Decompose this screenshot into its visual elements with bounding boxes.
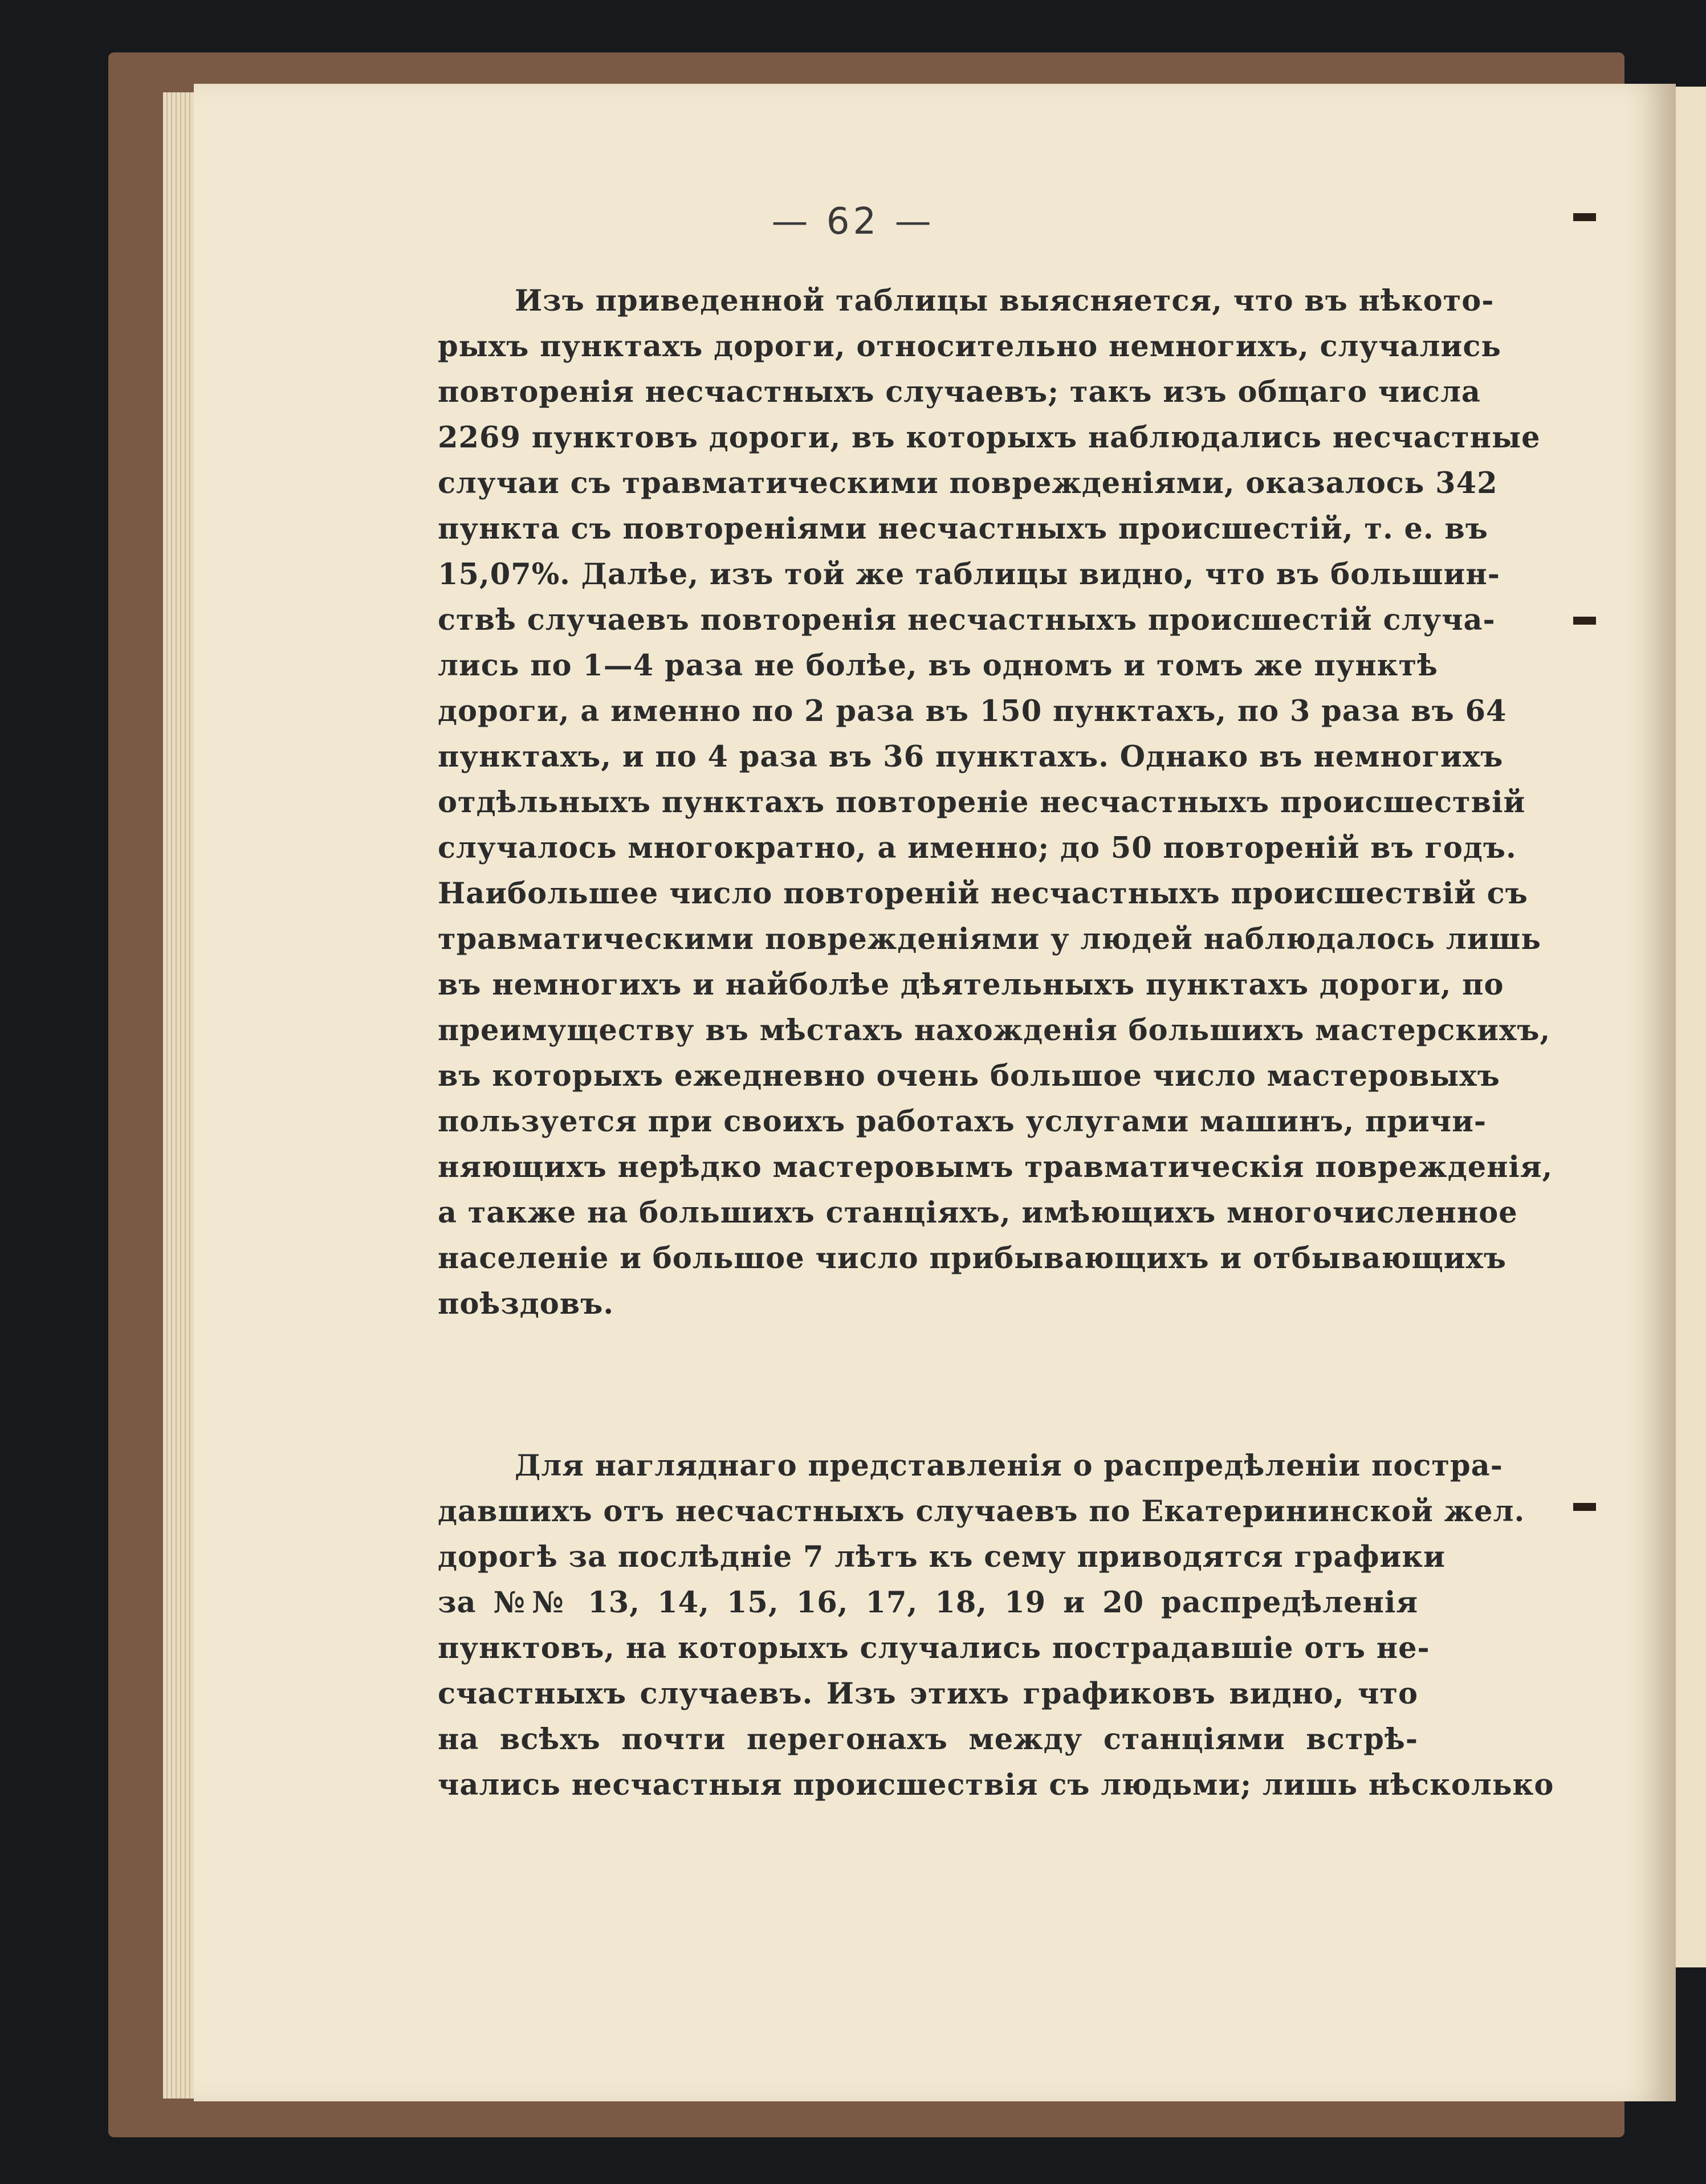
- paragraph-2: [438, 1443, 1554, 1808]
- text-line: лись по 1—4 раза не болѣе, въ одномъ и томъ же пунктѣ: [438, 649, 1438, 683]
- text-line: пунктовъ, на которыхъ случались пострадавшіе отъ не-: [438, 1631, 1430, 1665]
- text-line: а также на большихъ станціяхъ, имѣющихъ многочисленное: [438, 1196, 1518, 1230]
- text-line: повторенія несчастныхъ случаевъ; такъ изъ общаго числа: [438, 375, 1481, 409]
- text-line: преимуществу въ мѣстахъ нахожденія большихъ мастерскихъ,: [438, 1013, 1551, 1048]
- text-line: пользуется при своихъ работахъ услугами машинъ, причи-: [438, 1105, 1487, 1139]
- page-number: — 62 —: [771, 201, 935, 243]
- page-tab-mark: [1573, 617, 1596, 625]
- text-line: Для нагляднаго представленія о распредѣленіи постра-: [515, 1449, 1503, 1483]
- page-tab-mark: [1573, 1503, 1596, 1511]
- text-line: въ немногихъ и найболѣе дѣятельныхъ пунктахъ дороги, по: [438, 968, 1504, 1002]
- text-line: случаи съ травматическими поврежденіями, оказалось 342: [438, 466, 1498, 500]
- text-line: отдѣльныхъ пунктахъ повтореніе несчастныхъ происшествій: [438, 785, 1526, 820]
- text-line: ствѣ случаевъ повторенія несчастныхъ происшестій случа-: [438, 603, 1496, 637]
- text-line: чались несчастныя происшествія съ людьми; лишь нѣсколько: [438, 1768, 1554, 1802]
- text-line: дорогѣ за послѣдніе 7 лѣтъ къ сему приводятся графики: [438, 1540, 1446, 1574]
- text-line: счастныхъ случаевъ. Изъ этихъ графиковъ видно, что: [438, 1677, 1418, 1711]
- text-line: Изъ приведенной таблицы выясняется, что въ нѣкото-: [515, 284, 1495, 318]
- text-line: поѣздовъ.: [438, 1287, 614, 1321]
- paragraph-1: [438, 278, 1553, 1327]
- text-line: давшихъ отъ несчастныхъ случаевъ по Екатерининской жел.: [438, 1494, 1525, 1529]
- text-line: за №№ 13, 14, 15, 16, 17, 18, 19 и 20 распредѣленія: [438, 1586, 1418, 1620]
- text-line: на всѣхъ почти перегонахъ между станціями встрѣ-: [438, 1722, 1418, 1757]
- text-line: травматическими поврежденіями у людей наблюдалось лишь: [438, 922, 1541, 956]
- page-edges: [163, 92, 197, 2099]
- text-line: населеніе и большое число прибывающихъ и отбывающихъ: [438, 1241, 1507, 1276]
- text-line: Наибольшее число повтореній несчастныхъ происшествій съ: [438, 877, 1528, 911]
- text-line: 2269 пунктовъ дороги, въ которыхъ наблюдались несчастные: [438, 421, 1541, 455]
- text-line: 15,07%. Далѣе, изъ той же таблицы видно, что въ большин-: [438, 557, 1500, 592]
- text-line: няющихъ нерѣдко мастеровымъ травматическія поврежденія,: [438, 1150, 1553, 1184]
- text-line: рыхъ пунктахъ дороги, относительно немногихъ, случались: [438, 329, 1501, 364]
- text-line: дороги, а именно по 2 раза въ 150 пунктахъ, по 3 раза въ 64: [438, 694, 1507, 728]
- text-line: въ которыхъ ежедневно очень большое число мастеровыхъ: [438, 1059, 1500, 1093]
- text-line: пунктахъ, и по 4 раза въ 36 пунктахъ. Однако въ немногихъ: [438, 740, 1504, 774]
- text-line: случалось многократно, а именно; до 50 повтореній въ годъ.: [438, 831, 1517, 865]
- text-line: пункта съ повтореніями несчастныхъ происшестій, т. е. въ: [438, 512, 1488, 546]
